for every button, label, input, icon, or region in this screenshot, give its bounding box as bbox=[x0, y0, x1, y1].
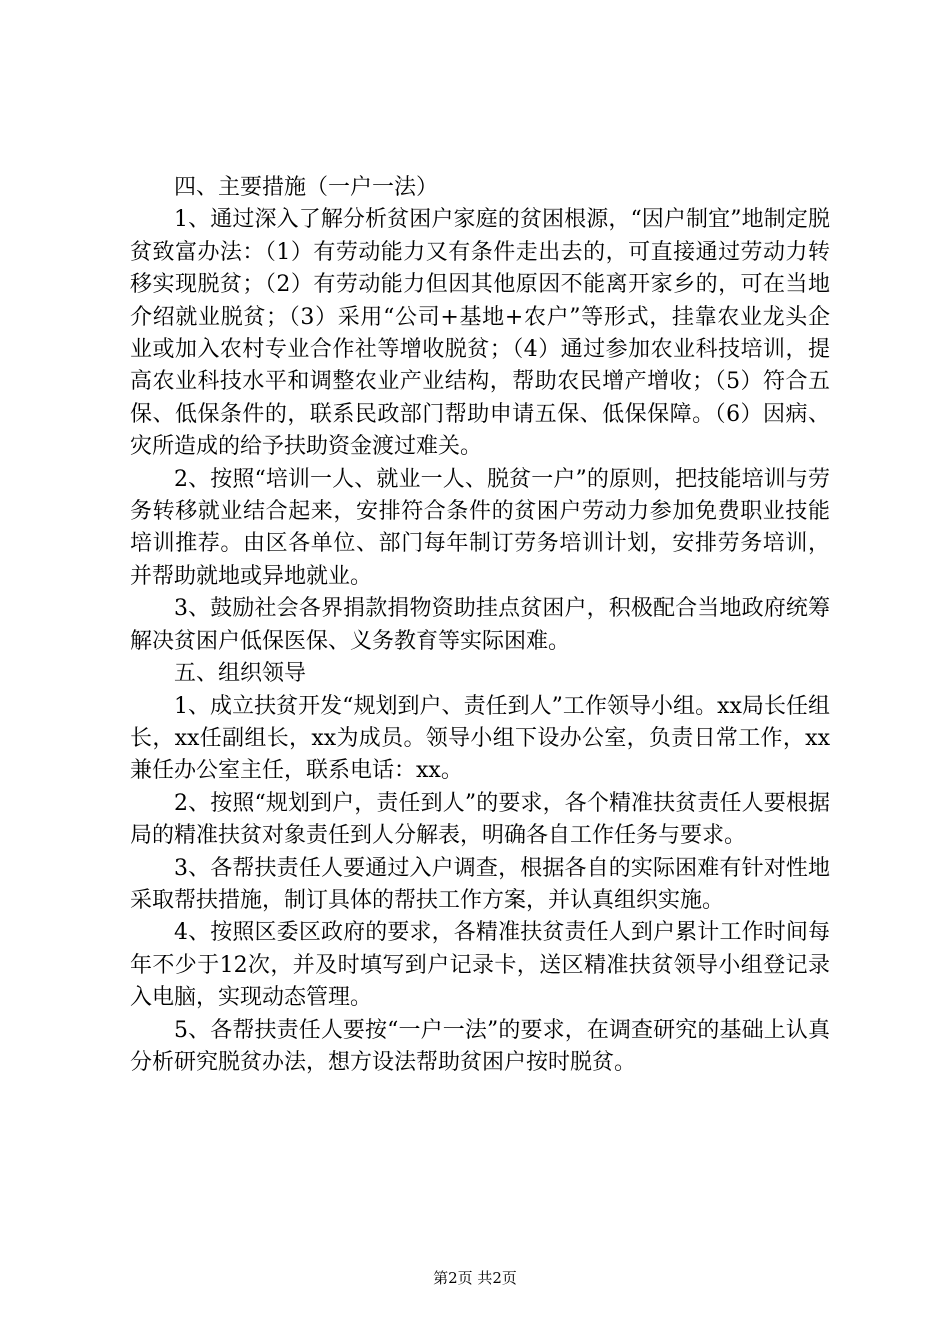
paragraph-leadership-2: 2、按照“规划到户，责任到人”的要求，各个精准扶贫责任人要根据局的精准扶贫对象责任到人分解表，明确各自工作任务与要求。 bbox=[130, 790, 830, 849]
paragraph-leadership-5: 5、各帮扶责任人要按“一户一法”的要求，在调查研究的基础上认真分析研究脱贫办法，想方设法帮助贫困户按时脱贫。 bbox=[130, 1017, 830, 1075]
paragraph-leadership-4: 4、按照区委区政府的要求，各精准扶贫责任人到户累计工作时间每年不少于12次，并及时填写到户记录卡，送区精准扶贫领导小组登记录入电脑，实现动态管理。 bbox=[130, 920, 830, 1011]
paragraph-measure-1: 1、通过深入了解分析贫困户家庭的贫困根源，“因户制宜”地制定脱贫致富办法：（1）有劳动能力又有条件走出去的，可直接通过劳动力转移实现脱贫；（2）有劳动能力但因其他原因不能离开家乡的，可在当地介绍就业脱贫；（3）采用“公司+基地+农户”等形式，挂靠农业龙头企业或加入农村专业合作社等增收脱贫；（4）通过参加农业科技培训，提高农业科技水平和调整农业产业结构，帮助农民增产增收；（5）符合五保、低保条件的，联系民政部门帮助申请五保、低保保障。（6）因病、灾所造成的给予扶助资金渡过难关。 bbox=[130, 207, 830, 460]
paragraph-measure-3: 3、鼓励社会各界捐款捐物资助挂点贫困户，积极配合当地政府统筹解决贫困户低保医保、义务教育等实际困难。 bbox=[130, 596, 830, 654]
paragraph-measure-2: 2、按照“培训一人、就业一人、脱贫一户”的原则，把技能培训与劳务转移就业结合起来，安排符合条件的贫困户劳动力参加免费职业技能培训推荐。由区各单位、部门每年制订劳务培训计划，安排劳务培训，并帮助就地或异地就业。 bbox=[130, 466, 830, 589]
paragraph-leadership-3: 3、各帮扶责任人要通过入户调查，根据各自的实际困难有针对性地采取帮扶措施，制订具体的帮扶工作方案，并认真组织实施。 bbox=[130, 855, 830, 913]
page-number-footer: 第2页 共2页 bbox=[433, 1269, 517, 1287]
paragraph-leadership-1: 1、成立扶贫开发“规划到户、责任到人”工作领导小组。xx局长任组长，xx任副组长，xx为成员。领导小组下设办公室，负责日常工作，xx兼任办公室主任，联系电话：xx。 bbox=[130, 693, 830, 784]
document-body bbox=[130, 172, 830, 1079]
section-heading-measures: 四、主要措施（一户一法） bbox=[174, 175, 439, 200]
section-heading-leadership: 五、组织领导 bbox=[174, 661, 307, 687]
